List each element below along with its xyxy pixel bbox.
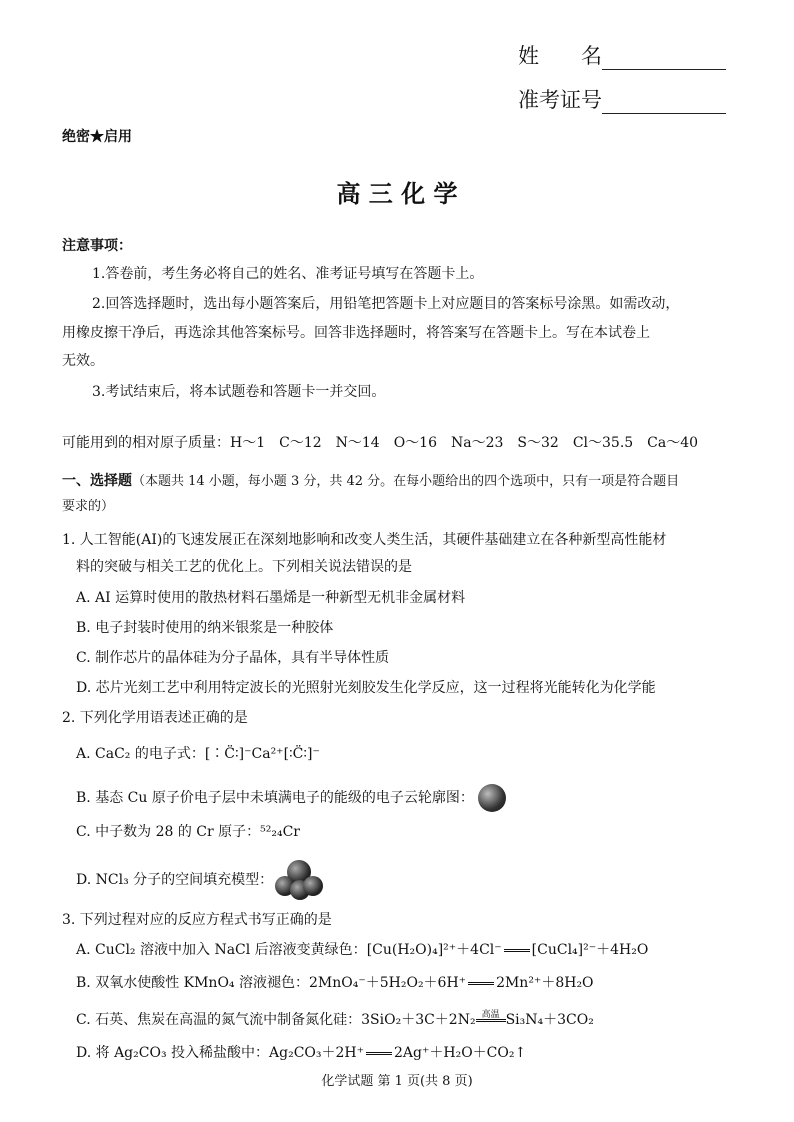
notice-item-2-line-1: 2.回答选择题时，选出每小题答案后，用铅笔把答题卡上对应题目的答案标号涂黑。如需改动， [92, 296, 680, 312]
q2-c-formula: ⁵²₂₄Cr [260, 824, 300, 840]
id-label: 准考证号 [518, 88, 602, 112]
notice-item-3: 3.考试结束后，将本试题卷和答题卡一并交回。 [92, 384, 386, 400]
q1-option-b: B. 电子封装时使用的纳米银浆是一种胶体 [76, 620, 334, 636]
notice-item-2-line-2: 用橡皮擦干净后，再选涂其他答案标号。回答非选择题时，将答案写在答题卡上。写在本试卷上 [62, 325, 650, 341]
q3-option-c [76, 1010, 594, 1030]
q1-stem-1: 1. 人工智能(AI)的飞速发展正在深刻地影响和改变人类生活，其硬件基础建立在各种新型高性能材 [62, 532, 667, 548]
name-field[interactable] [602, 47, 726, 70]
id-field[interactable] [602, 91, 726, 114]
q3-a-text: A. CuCl₂ 溶液中加入 NaCl 后溶液变黄绿色： [76, 942, 367, 958]
atomic-mass-line: 可能用到的相对原子质量：H～1 C～12 N～14 O～16 Na～23 S～32 Cl～35.5 Ca～40 [62, 435, 699, 451]
q3-b-lhs: 2MnO₄⁻＋5H₂O₂＋6H⁺ [309, 975, 467, 991]
q1-stem-2: 料的突破与相关工艺的优化上。下列相关说法错误的是 [76, 559, 412, 575]
q2-a-formula: [∶C̈∶]⁻Ca²⁺[∶C̈∶]⁻ [204, 746, 320, 762]
q1-option-c: C. 制作芯片的晶体硅为分子晶体，具有半导体性质 [76, 650, 390, 666]
notice-item-1: 1.答卷前，考生务必将自己的姓名、准考证号填写在答题卡上。 [92, 266, 484, 282]
q2-stem: 2. 下列化学用语表述正确的是 [62, 710, 248, 726]
ncl3-model-image [275, 860, 321, 900]
q2-option-b [76, 784, 506, 812]
equals-sign [468, 982, 494, 985]
q2-c-text: C. 中子数为 28 的 Cr 原子： [76, 824, 261, 840]
q3-c-rhs: Si₃N₄＋3CO₂ [505, 1012, 594, 1028]
q3-option-d [76, 1043, 526, 1063]
q3-d-text: D. 将 Ag₂CO₃ 投入稀盐酸中： [76, 1045, 270, 1061]
condition-label: 高温 [481, 1009, 500, 1020]
q2-d-text: D. NCl₃ 分子的空间填充模型： [76, 872, 274, 888]
q3-a-rhs: [CuCl₄]²⁻＋4H₂O [531, 942, 649, 958]
q3-d-rhs: 2Ag⁺＋H₂O＋CO₂↑ [394, 1045, 527, 1061]
q3-a-lhs: [Cu(H₂O)₄]²⁺＋4Cl⁻ [366, 942, 502, 958]
q3-c-lhs: 3SiO₂＋3C＋2N₂ [361, 1012, 476, 1028]
q1-option-d: D. 芯片光刻工艺中利用特定波长的光照射光刻胶发生化学反应，这一过程将光能转化为化学能 [76, 680, 656, 696]
section-1-line-1 [62, 471, 679, 492]
q3-stem: 3. 下列过程对应的反应方程式书写正确的是 [62, 912, 332, 928]
q3-option-a [76, 940, 648, 960]
q3-b-rhs: 2Mn²⁺＋8H₂O [496, 975, 594, 991]
equals-sign [366, 1052, 392, 1055]
electron-cloud-image [478, 784, 506, 812]
section-1-heading: 一、选择题 [62, 473, 132, 489]
q2-option-c [76, 822, 300, 842]
q3-d-lhs: Ag₂CO₃＋2H⁺ [269, 1045, 365, 1061]
q2-b-text: B. 基态 Cu 原子价电子层中未填满电子的能级的电子云轮廓图： [76, 790, 474, 806]
q2-a-text: A. CaC₂ 的电子式： [76, 746, 205, 762]
name-label-row [518, 40, 726, 70]
q3-c-text: C. 石英、焦炭在高温的氮气流中制备氮化硅： [76, 1012, 362, 1028]
q2-option-a [76, 744, 320, 764]
q3-b-text: B. 双氧水使酸性 KMnO₄ 溶液褪色： [76, 975, 309, 991]
notice-item-2-line-3: 无效。 [62, 353, 104, 369]
high-temp-condition [476, 1009, 506, 1022]
secret-mark: 绝密★启用 [62, 129, 132, 145]
name-label: 姓 名 [518, 44, 602, 68]
page-title: 高 三 化 学 [336, 180, 458, 208]
q1-option-a: A. AI 运算时使用的散热材料石墨烯是一种新型无机非金属材料 [76, 590, 466, 606]
q2-option-d [76, 860, 321, 900]
section-1-desc-2: 要求的） [62, 499, 115, 514]
q3-option-b [76, 973, 594, 993]
notice-heading: 注意事项： [62, 238, 132, 254]
equals-sign [504, 949, 530, 952]
section-1-desc: （本题共 14 小题，每小题 3 分，共 42 分。在每小题给出的四个选项中，只有一项是符合题目 [132, 474, 680, 489]
page-footer: 化学试题 第 1 页(共 8 页) [321, 1074, 473, 1089]
id-label-row [518, 84, 726, 114]
